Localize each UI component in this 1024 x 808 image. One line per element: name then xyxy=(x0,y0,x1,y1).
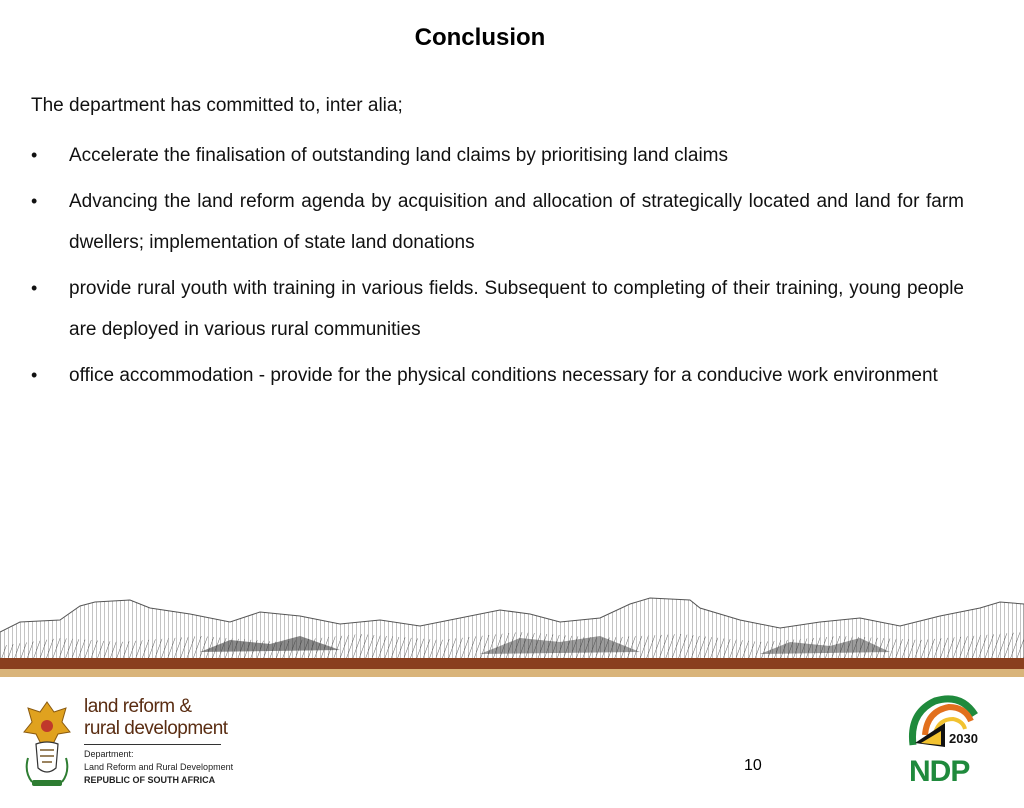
bullet-symbol: • xyxy=(31,191,38,211)
bullet-text: provide rural youth with training in various fields. Subsequent to completing of their training, young people are deployed in various rural communities xyxy=(69,278,964,340)
page-number: 10 xyxy=(744,757,762,774)
list-item xyxy=(31,135,964,176)
dept-name: Land Reform and Rural Development xyxy=(84,762,234,772)
bullet-text: Advancing the land reform agenda by acquisition and allocation of strategically located and land for farm dwellers; implementation of state land donations xyxy=(69,191,964,253)
bullet-list xyxy=(31,140,964,406)
brand-line-2: rural development xyxy=(84,718,228,739)
intro-text: The department has committed to, inter alia; xyxy=(31,95,403,116)
bullet-symbol: • xyxy=(31,278,38,298)
country-name: REPUBLIC OF SOUTH AFRICA xyxy=(84,775,216,785)
list-item xyxy=(31,181,964,263)
list-item xyxy=(31,268,964,350)
dept-label: Department: xyxy=(84,749,134,759)
bullet-symbol: • xyxy=(31,365,38,385)
bullet-text: Accelerate the finalisation of outstanding land claims by prioritising land claims xyxy=(69,145,729,166)
ndp-2030-logo-icon xyxy=(905,693,979,789)
slide-title: Conclusion xyxy=(414,24,546,51)
brand-line-1: land reform & xyxy=(84,696,192,717)
ndp-text: NDP xyxy=(909,755,970,788)
footer-stripe-brown xyxy=(0,658,1024,669)
coat-of-arms-icon xyxy=(22,698,72,790)
department-logo xyxy=(22,694,232,794)
mountain-landscape-banner xyxy=(0,592,1024,660)
list-item xyxy=(31,355,964,396)
bullet-symbol: • xyxy=(31,145,38,165)
ndp-year: 2030 xyxy=(949,731,978,746)
footer-stripe-tan xyxy=(0,669,1024,677)
brand-divider xyxy=(84,744,221,745)
bullet-text: office accommodation - provide for the physical conditions necessary for a conducive work environment xyxy=(69,365,938,386)
